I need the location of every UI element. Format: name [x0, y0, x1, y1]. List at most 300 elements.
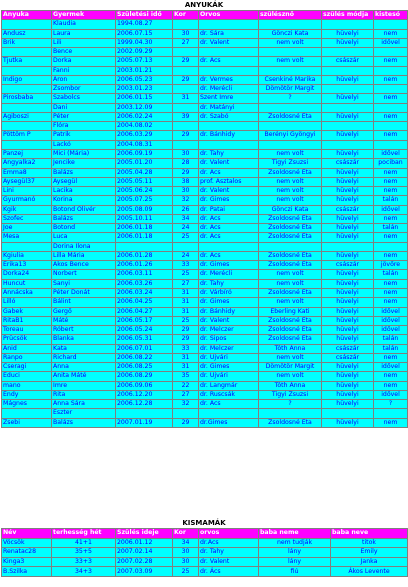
- cell[interactable]: Balázs: [52, 418, 116, 427]
- cell[interactable]: dr. Ács: [199, 214, 259, 223]
- cell[interactable]: 28: [173, 159, 199, 168]
- cell[interactable]: Róbert: [52, 326, 116, 335]
- cell[interactable]: Csenkiné Marika: [259, 75, 322, 84]
- cell[interactable]: 31: [173, 94, 199, 103]
- cell[interactable]: nem: [374, 214, 408, 223]
- cell[interactable]: Berényi Gyöngyi: [259, 131, 322, 140]
- cell[interactable]: nem tudják: [259, 538, 331, 548]
- cell[interactable]: Pirosbaba: [2, 94, 52, 103]
- cell[interactable]: [322, 409, 374, 418]
- cell[interactable]: dr. Ujvári: [199, 353, 259, 362]
- cell[interactable]: [374, 48, 408, 57]
- cell[interactable]: Mesa: [2, 233, 52, 242]
- cell[interactable]: 2006.03.11: [116, 270, 173, 279]
- cell[interactable]: ?: [374, 400, 408, 409]
- cell[interactable]: 2006.09.19: [116, 149, 173, 158]
- cell[interactable]: talán: [374, 270, 408, 279]
- cell[interactable]: dr. Bánhidy: [199, 307, 259, 316]
- cell[interactable]: császár: [322, 353, 374, 362]
- cell[interactable]: Bálint: [52, 298, 116, 307]
- cell[interactable]: császár: [322, 57, 374, 66]
- cell[interactable]: nem volt: [259, 38, 322, 47]
- cell[interactable]: Dömötör Margit: [259, 363, 322, 372]
- cell[interactable]: nem volt: [259, 270, 322, 279]
- cell[interactable]: nem: [374, 279, 408, 288]
- cell[interactable]: 39: [173, 112, 199, 121]
- cell[interactable]: [173, 66, 199, 75]
- cell[interactable]: 2006.05.17: [116, 316, 173, 325]
- cell[interactable]: 31: [173, 307, 199, 316]
- cell[interactable]: hüvelyi: [322, 270, 374, 279]
- cell[interactable]: dr. Ács: [199, 567, 259, 577]
- cell[interactable]: [374, 85, 408, 94]
- cell[interactable]: idővel: [374, 38, 408, 47]
- cell[interactable]: lány: [259, 557, 331, 567]
- cell[interactable]: [374, 409, 408, 418]
- cell[interactable]: idővel: [374, 390, 408, 399]
- cell[interactable]: Brik: [2, 38, 52, 47]
- cell[interactable]: hüvelyi: [322, 149, 374, 158]
- cell[interactable]: nem volt: [259, 149, 322, 158]
- cell[interactable]: [2, 66, 52, 75]
- cell[interactable]: Anna: [52, 363, 116, 372]
- cell[interactable]: Aysegül37: [2, 177, 52, 186]
- cell[interactable]: hüvelyi: [322, 335, 374, 344]
- cell[interactable]: hüvelyi: [322, 363, 374, 372]
- cell[interactable]: pociban: [374, 159, 408, 168]
- cell[interactable]: dr. Ács: [199, 224, 259, 233]
- cell[interactable]: nem volt: [259, 353, 322, 362]
- cell[interactable]: Éberling Kati: [259, 307, 322, 316]
- cell[interactable]: dr. Gimes: [199, 363, 259, 372]
- cell[interactable]: hüvelyi: [322, 75, 374, 84]
- cell[interactable]: [199, 48, 259, 57]
- column-header[interactable]: Kor: [173, 529, 199, 539]
- cell[interactable]: Cseragi: [2, 363, 52, 372]
- cell[interactable]: 41+1: [52, 538, 116, 548]
- cell[interactable]: dr. Valent: [199, 38, 259, 47]
- cell[interactable]: Anna Sára: [52, 400, 116, 409]
- cell[interactable]: Szofec: [2, 214, 52, 223]
- cell[interactable]: idővel: [374, 205, 408, 214]
- cell[interactable]: Lacika: [52, 187, 116, 196]
- cell[interactable]: 34: [173, 538, 199, 548]
- cell[interactable]: hüvelyi: [322, 168, 374, 177]
- cell[interactable]: talán: [374, 224, 408, 233]
- cell[interactable]: 30: [173, 557, 199, 567]
- cell[interactable]: Szabolcs: [52, 94, 116, 103]
- cell[interactable]: 33: [173, 261, 199, 270]
- cell[interactable]: hüvelyi: [322, 29, 374, 38]
- cell[interactable]: [322, 103, 374, 112]
- cell[interactable]: [116, 409, 173, 418]
- cell[interactable]: 27: [173, 38, 199, 47]
- cell[interactable]: hüvelyi: [322, 418, 374, 427]
- cell[interactable]: mano: [2, 381, 52, 390]
- cell[interactable]: nem: [374, 131, 408, 140]
- cell[interactable]: 2006.01.28: [116, 251, 173, 260]
- column-header[interactable]: Gyermek: [52, 11, 116, 20]
- cell[interactable]: dr. Ács: [199, 168, 259, 177]
- cell[interactable]: 2006.01.12: [116, 538, 173, 548]
- cell[interactable]: [259, 66, 322, 75]
- cell[interactable]: Endy: [2, 390, 52, 399]
- cell[interactable]: 2006.01.26: [116, 261, 173, 270]
- cell[interactable]: Jencike: [52, 159, 116, 168]
- cell[interactable]: 25: [173, 233, 199, 242]
- cell[interactable]: Kata: [52, 344, 116, 353]
- cell[interactable]: Zsoldosné Eta: [259, 288, 322, 297]
- cell[interactable]: dr. Gimes: [199, 196, 259, 205]
- cell[interactable]: nem: [374, 168, 408, 177]
- cell[interactable]: nem volt: [259, 372, 322, 381]
- cell[interactable]: 22: [173, 381, 199, 390]
- cell[interactable]: 2006.04.25: [116, 298, 173, 307]
- cell[interactable]: talán: [374, 196, 408, 205]
- cell[interactable]: Botond: [52, 224, 116, 233]
- cell[interactable]: 29: [173, 418, 199, 427]
- cell[interactable]: dr. Gimes: [199, 261, 259, 270]
- cell[interactable]: Mici (Mária): [52, 149, 116, 158]
- cell[interactable]: Péter Donát: [52, 288, 116, 297]
- cell[interactable]: Dorina Ilona: [52, 242, 116, 251]
- cell[interactable]: Toreau: [2, 326, 52, 335]
- cell[interactable]: 2006.01.15: [116, 94, 173, 103]
- cell[interactable]: [259, 409, 322, 418]
- cell[interactable]: császár: [322, 159, 374, 168]
- cell[interactable]: hüvelyi: [322, 298, 374, 307]
- cell[interactable]: 29: [173, 326, 199, 335]
- cell[interactable]: [2, 140, 52, 149]
- cell[interactable]: Ákos Bence: [52, 261, 116, 270]
- column-header[interactable]: Orvos: [199, 11, 259, 20]
- cell[interactable]: nem: [374, 372, 408, 381]
- cell[interactable]: hüvelyi: [322, 131, 374, 140]
- cell[interactable]: nem: [374, 418, 408, 427]
- cell[interactable]: [322, 20, 374, 29]
- cell[interactable]: talán: [374, 344, 408, 353]
- cell[interactable]: Andusz: [2, 29, 52, 38]
- cell[interactable]: 34: [173, 214, 199, 223]
- cell[interactable]: [2, 409, 52, 418]
- cell[interactable]: Luca: [52, 233, 116, 242]
- cell[interactable]: 30: [173, 149, 199, 158]
- cell[interactable]: [199, 20, 259, 29]
- cell[interactable]: 32: [173, 400, 199, 409]
- cell[interactable]: Flóra: [52, 122, 116, 131]
- cell[interactable]: hüvelyi: [322, 279, 374, 288]
- cell[interactable]: [2, 48, 52, 57]
- cell[interactable]: 2007.01.19: [116, 418, 173, 427]
- cell[interactable]: 35: [173, 372, 199, 381]
- cell[interactable]: dr. Ács: [199, 233, 259, 242]
- cell[interactable]: dr. Vermes: [199, 75, 259, 84]
- cell[interactable]: [374, 66, 408, 75]
- cell[interactable]: Prücsök: [2, 335, 52, 344]
- cell[interactable]: hüvelyi: [322, 326, 374, 335]
- column-header[interactable]: orvos: [199, 529, 259, 539]
- cell[interactable]: talán: [374, 335, 408, 344]
- cell[interactable]: Pöttöm P: [2, 131, 52, 140]
- cell[interactable]: hüvelyi: [322, 381, 374, 390]
- cell[interactable]: Lini: [2, 187, 52, 196]
- cell[interactable]: [322, 122, 374, 131]
- cell[interactable]: [2, 20, 52, 29]
- cell[interactable]: 2003.12.09: [116, 103, 173, 112]
- cell[interactable]: dr. Ács: [199, 400, 259, 409]
- cell[interactable]: [322, 242, 374, 251]
- column-header[interactable]: Anyuka: [2, 11, 52, 20]
- cell[interactable]: Gönczi Kata: [259, 29, 322, 38]
- cell[interactable]: Sanyi: [52, 279, 116, 288]
- cell[interactable]: hüvelyi: [322, 187, 374, 196]
- cell[interactable]: Zsoldosné Eta: [259, 224, 322, 233]
- cell[interactable]: idővel: [374, 316, 408, 325]
- cell[interactable]: 25: [173, 270, 199, 279]
- cell[interactable]: Zsoldosné Eta: [259, 418, 322, 427]
- cell[interactable]: dr. Ruscsák: [199, 390, 259, 399]
- cell[interactable]: dr. Ács: [199, 251, 259, 260]
- cell[interactable]: [173, 20, 199, 29]
- cell[interactable]: Dorka24: [2, 270, 52, 279]
- cell[interactable]: császár: [322, 261, 374, 270]
- cell[interactable]: dr. Bánhidy: [199, 131, 259, 140]
- cell[interactable]: 2002.09.29: [116, 48, 173, 57]
- cell[interactable]: 2007.02.28: [116, 557, 173, 567]
- cell[interactable]: Zsoldosné Eta: [259, 233, 322, 242]
- cell[interactable]: Lili: [52, 38, 116, 47]
- cell[interactable]: 2006.08.22: [116, 353, 173, 362]
- cell[interactable]: hüvelyi: [322, 38, 374, 47]
- cell[interactable]: Angyalka2: [2, 159, 52, 168]
- cell[interactable]: Gönczi Kata: [259, 205, 322, 214]
- cell[interactable]: [322, 140, 374, 149]
- cell[interactable]: [322, 85, 374, 94]
- cell[interactable]: dr.Gimes: [199, 418, 259, 427]
- cell[interactable]: 2003.01.21: [116, 66, 173, 75]
- cell[interactable]: Botond Olivér: [52, 205, 116, 214]
- cell[interactable]: idővel: [374, 326, 408, 335]
- cell[interactable]: 29: [173, 168, 199, 177]
- cell[interactable]: dr. Merécli: [199, 85, 259, 94]
- cell[interactable]: 1999.04.30: [116, 38, 173, 47]
- cell[interactable]: 2005.04.28: [116, 168, 173, 177]
- cell[interactable]: 2006.07.01: [116, 344, 173, 353]
- cell[interactable]: [2, 85, 52, 94]
- cell[interactable]: 30: [173, 187, 199, 196]
- column-header[interactable]: baba neme: [259, 529, 331, 539]
- cell[interactable]: 30: [173, 548, 199, 558]
- cell[interactable]: Ágiboszi: [2, 112, 52, 121]
- cell[interactable]: hüvelyi: [322, 390, 374, 399]
- cell[interactable]: 29: [173, 75, 199, 84]
- cell[interactable]: dr. Ács: [199, 57, 259, 66]
- cell[interactable]: Korina: [52, 196, 116, 205]
- cell[interactable]: 26: [173, 205, 199, 214]
- cell[interactable]: 2005.01.20: [116, 159, 173, 168]
- cell[interactable]: Tigyi Zsuzsi: [259, 390, 322, 399]
- column-header[interactable]: szülésznő: [259, 11, 322, 20]
- cell[interactable]: Balázs: [52, 214, 116, 223]
- cell[interactable]: lány: [259, 548, 331, 558]
- cell[interactable]: Eszter: [52, 409, 116, 418]
- cell[interactable]: idővel: [374, 363, 408, 372]
- cell[interactable]: 2006.04.27: [116, 307, 173, 316]
- cell[interactable]: 2006.01.18: [116, 224, 173, 233]
- cell[interactable]: nem: [374, 353, 408, 362]
- cell[interactable]: Erika13: [2, 261, 52, 270]
- cell[interactable]: Anid: [2, 344, 52, 353]
- cell[interactable]: hüvelyi: [322, 196, 374, 205]
- cell[interactable]: 2005.06.24: [116, 187, 173, 196]
- cell[interactable]: 27: [173, 279, 199, 288]
- cell[interactable]: 29: [173, 335, 199, 344]
- cell[interactable]: [259, 242, 322, 251]
- cell[interactable]: dr. Patai: [199, 205, 259, 214]
- cell[interactable]: Tóth Anna: [259, 381, 322, 390]
- cell[interactable]: dr. Sipos: [199, 335, 259, 344]
- cell[interactable]: Zsoldosné Eta: [259, 335, 322, 344]
- cell[interactable]: [199, 140, 259, 149]
- column-header[interactable]: kistesó: [374, 11, 408, 20]
- cell[interactable]: [322, 66, 374, 75]
- cell[interactable]: hüvelyi: [322, 112, 374, 121]
- cell[interactable]: [199, 242, 259, 251]
- cell[interactable]: 2003.01.23: [116, 85, 173, 94]
- cell[interactable]: [2, 122, 52, 131]
- cell[interactable]: 2006.02.24: [116, 112, 173, 121]
- cell[interactable]: 2007.02.14: [116, 548, 173, 558]
- cell[interactable]: Renatac28: [2, 548, 52, 558]
- cell[interactable]: 25: [173, 567, 199, 577]
- cell[interactable]: Huncut: [2, 279, 52, 288]
- cell[interactable]: 2006.12.28: [116, 400, 173, 409]
- cell[interactable]: nem: [374, 288, 408, 297]
- cell[interactable]: nem: [374, 112, 408, 121]
- cell[interactable]: nem: [374, 75, 408, 84]
- cell[interactable]: titok: [331, 538, 408, 548]
- cell[interactable]: B.Szilka: [2, 567, 52, 577]
- cell[interactable]: Fanni: [52, 66, 116, 75]
- cell[interactable]: Lilla Mária: [52, 251, 116, 260]
- cell[interactable]: 2004.08.31: [116, 140, 173, 149]
- cell[interactable]: [374, 140, 408, 149]
- cell[interactable]: 27: [173, 390, 199, 399]
- cell[interactable]: Lilló: [2, 298, 52, 307]
- cell[interactable]: Klaudia: [52, 20, 116, 29]
- cell[interactable]: [374, 103, 408, 112]
- cell[interactable]: dr. Tahy: [199, 149, 259, 158]
- cell[interactable]: 2006.09.06: [116, 381, 173, 390]
- cell[interactable]: Kinga3: [2, 557, 52, 567]
- cell[interactable]: nem: [374, 94, 408, 103]
- cell[interactable]: dr. Langmár: [199, 381, 259, 390]
- cell[interactable]: nem: [374, 187, 408, 196]
- cell[interactable]: Imre: [52, 381, 116, 390]
- cell[interactable]: Emily: [331, 548, 408, 558]
- cell[interactable]: Dömötör Margit: [259, 85, 322, 94]
- cell[interactable]: nem: [374, 381, 408, 390]
- cell[interactable]: 2006.01.18: [116, 233, 173, 242]
- cell[interactable]: 2006.05.24: [116, 326, 173, 335]
- cell[interactable]: Dani: [52, 103, 116, 112]
- cell[interactable]: dr. Tahy: [199, 279, 259, 288]
- cell[interactable]: Gergő: [52, 307, 116, 316]
- cell[interactable]: Patrik: [52, 131, 116, 140]
- cell[interactable]: 2007.03.09: [116, 567, 173, 577]
- cell[interactable]: [374, 20, 408, 29]
- cell[interactable]: nem: [374, 233, 408, 242]
- cell[interactable]: 2006.03.26: [116, 279, 173, 288]
- cell[interactable]: [173, 140, 199, 149]
- cell[interactable]: Laura: [52, 29, 116, 38]
- cell[interactable]: [259, 103, 322, 112]
- cell[interactable]: Szent Imre: [199, 94, 259, 103]
- cell[interactable]: 2006.07.15: [116, 29, 173, 38]
- cell[interactable]: Zsoldosné Eta: [259, 261, 322, 270]
- cell[interactable]: 2005.08.09: [116, 205, 173, 214]
- cell[interactable]: [199, 66, 259, 75]
- cell[interactable]: Blanka: [52, 335, 116, 344]
- cell[interactable]: nem volt: [259, 57, 322, 66]
- cell[interactable]: [259, 140, 322, 149]
- cell[interactable]: Norbert: [52, 270, 116, 279]
- cell[interactable]: dr.Ács: [199, 538, 259, 548]
- cell[interactable]: Annácska: [2, 288, 52, 297]
- cell[interactable]: hüvelyi: [322, 94, 374, 103]
- cell[interactable]: 30: [173, 29, 199, 38]
- cell[interactable]: idővel: [374, 149, 408, 158]
- cell[interactable]: Kgik: [2, 205, 52, 214]
- cell[interactable]: nem: [374, 29, 408, 38]
- cell[interactable]: hüvelyi: [322, 214, 374, 223]
- cell[interactable]: 33: [173, 344, 199, 353]
- cell[interactable]: [374, 242, 408, 251]
- cell[interactable]: hüvelyi: [322, 233, 374, 242]
- cell[interactable]: dr. Gimes: [199, 298, 259, 307]
- cell[interactable]: Tjutka: [2, 57, 52, 66]
- cell[interactable]: [199, 409, 259, 418]
- cell[interactable]: dr. Tahy: [199, 548, 259, 558]
- cell[interactable]: [2, 242, 52, 251]
- cell[interactable]: nem volt: [259, 196, 322, 205]
- cell[interactable]: Zsebi: [2, 418, 52, 427]
- cell[interactable]: Tigyi Zsuzsi: [259, 159, 322, 168]
- cell[interactable]: [199, 122, 259, 131]
- cell[interactable]: idővel: [374, 307, 408, 316]
- cell[interactable]: nem volt: [259, 279, 322, 288]
- cell[interactable]: dr. Valent: [199, 187, 259, 196]
- column-header[interactable]: baba neve: [331, 529, 408, 539]
- cell[interactable]: Anita Máté: [52, 372, 116, 381]
- cell[interactable]: 24: [173, 251, 199, 260]
- cell[interactable]: Gyurmanó: [2, 196, 52, 205]
- column-header[interactable]: Kor: [173, 11, 199, 20]
- cell[interactable]: 2005.07.13: [116, 57, 173, 66]
- cell[interactable]: [173, 409, 199, 418]
- cell[interactable]: Kgiulia: [2, 251, 52, 260]
- cell[interactable]: Dorka: [52, 57, 116, 66]
- cell[interactable]: nem volt: [259, 187, 322, 196]
- cell[interactable]: Educi: [2, 372, 52, 381]
- cell[interactable]: [2, 103, 52, 112]
- column-header[interactable]: szülés módja: [322, 11, 374, 20]
- cell[interactable]: 29: [173, 131, 199, 140]
- cell[interactable]: RitaB1: [2, 316, 52, 325]
- cell[interactable]: [173, 122, 199, 131]
- cell[interactable]: 35+5: [52, 548, 116, 558]
- cell[interactable]: prof. Asztalos: [199, 177, 259, 186]
